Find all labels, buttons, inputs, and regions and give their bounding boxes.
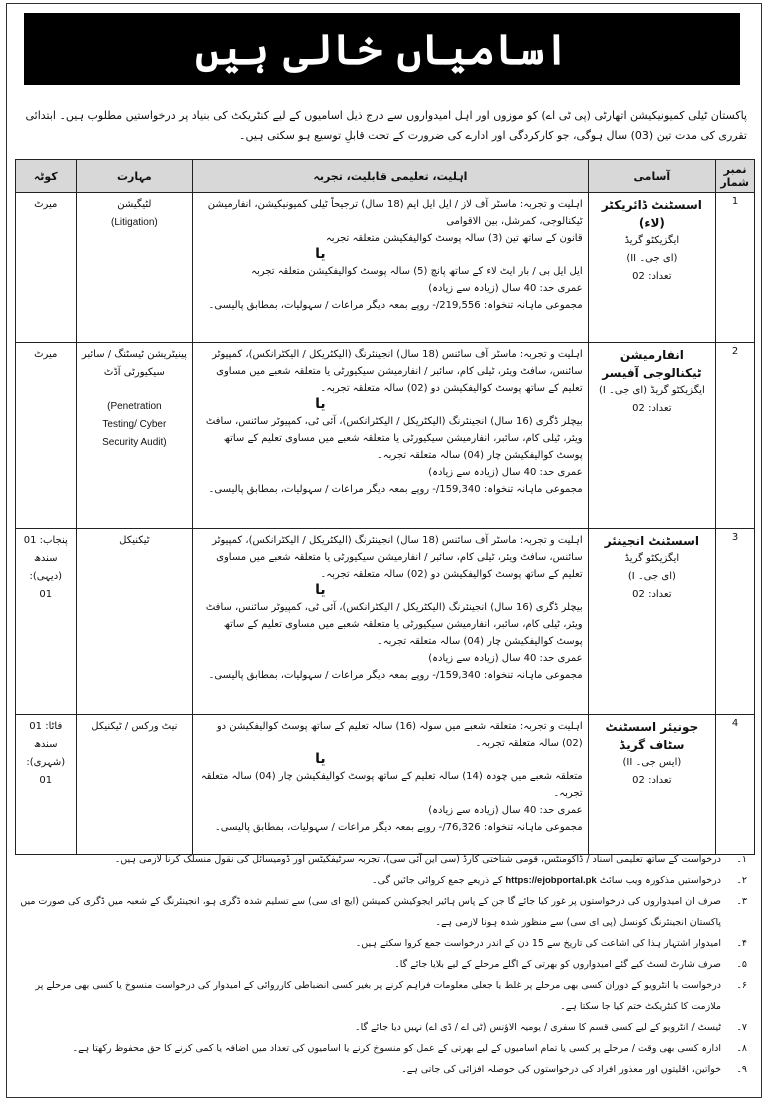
post-cell — [588, 193, 715, 343]
row-number: 3 — [716, 529, 755, 715]
qualification-cell — [193, 529, 588, 715]
post-grade: ایگزیکٹو گریڈ — [624, 553, 680, 564]
quota-line: فاٹا: 01 — [29, 721, 63, 732]
item-text: خواتین، اقلیتوں اور معذور افراد کی درخواستوں کی حوصلہ افزائی کی جاتی ہے۔ — [401, 1064, 721, 1075]
item-text-part: کے ذریعے جمع کروائی جائیں گی۔ — [372, 875, 503, 886]
title-banner — [25, 14, 739, 84]
or-marker: یا — [315, 396, 326, 412]
item-text: امیدوار اشتہار ہذا کی اشاعت کی تاریخ سے 15 دن کے اندر درخواست جمع کروا سکتے ہیں۔ — [355, 938, 721, 949]
item-number: ۲۔ — [736, 875, 747, 886]
item-number: ۸۔ — [736, 1043, 747, 1054]
qualification-line: ایل ایل بی / بار ایٹ لاء کے ساتھ پانچ (5) سالہ پوسٹ کوالیفکیشن متعلقہ تجربہ — [251, 266, 583, 277]
item-number: ۱۔ — [736, 854, 747, 865]
post-cell — [588, 343, 715, 529]
post-title: انفارمیشن ٹیکنالوجی آفیسر — [602, 348, 702, 380]
item-text-part: درخواستیں مذکورہ ویب سائٹ — [599, 875, 721, 886]
salary: مجموعی ماہانہ تنخواہ: 159,340/- روپے بمعہ دیگر مراعات / سہولیات، بمطابق پالیسی۔ — [208, 484, 583, 495]
item-number: ۴۔ — [736, 938, 747, 949]
age-limit: عمری حد: 40 سال (زیادہ سے زیادہ) — [428, 653, 583, 664]
quota-line: سندھ (شہری): — [26, 739, 66, 768]
qualification-line: بیچلر ڈگری (16 سال) انجینئرنگ (الیکٹریکل / الیکٹرانکس)، آئی ٹی، کمپیوٹر سائنس، سافٹ ویئر، ٹیلی کام، سائبر، انفارمیشن سیکیورٹی یا متعلقہ شعبے میں مساوی تعلیم کے ساتھ پوسٹ کوالیفکیشن چار (04) سالہ متعلقہ تجربہ۔ — [205, 416, 583, 461]
item-number: ۹۔ — [736, 1064, 747, 1075]
qualification-cell — [193, 715, 588, 855]
ejobportal-link[interactable]: https://ejobportal.pk — [505, 875, 597, 886]
row-number: 2 — [716, 343, 755, 529]
table-header-row — [16, 160, 755, 193]
post-title: جونیئر اسسٹنٹ — [605, 720, 699, 734]
instructions-list — [17, 849, 747, 1080]
item-number: ۳۔ — [736, 896, 747, 907]
header-post: آسامی — [588, 160, 715, 193]
list-item — [17, 1059, 747, 1080]
skill-urdu: لٹیگیشن — [117, 199, 152, 210]
list-item — [17, 870, 747, 891]
row-number: 4 — [716, 715, 755, 855]
item-text: درخواست کے ساتھ تعلیمی اسناد / ڈاکومنٹس، قومی شناختی کارڈ (سی این آئی سی)، تجربہ سرٹیفکیٹس اور ڈومیسائل کی نقول منسلک کرنا لازمی ہیں۔ — [114, 854, 721, 865]
post-cell — [588, 715, 715, 855]
post-scale: (ایس جی۔ II) — [622, 757, 682, 768]
qualification-line: بیچلر ڈگری (16 سال) انجینئرنگ (الیکٹریکل / الیکٹرانکس)، آئی ٹی، کمپیوٹر سائنس، سافٹ ویئر، ٹیلی کام، سائبر، انفارمیشن سیکیورٹی یا متعلقہ شعبے میں مساوی تعلیم کے ساتھ پوسٹ کوالیفکیشن چار (04) سالہ متعلقہ تجربہ۔ — [205, 602, 583, 647]
post-title: اسسٹنٹ ڈائریکٹر (لاء) — [601, 198, 702, 230]
or-marker: یا — [315, 751, 326, 767]
header-quota: کوٹہ — [16, 160, 77, 193]
qualification-cell — [193, 193, 588, 343]
or-marker: یا — [315, 582, 326, 598]
skill-cell: نیٹ ورکس / ٹیکنیکل — [76, 715, 193, 855]
list-item — [17, 975, 747, 1017]
skill-english: (Penetration — [107, 401, 162, 412]
item-text: ٹیسٹ / انٹرویو کے لیے کسی قسم کا سفری / یومیہ الاؤنس (ٹی اے / ڈی اے) نہیں دیا جائے گا۔ — [355, 1022, 721, 1033]
quota-cell — [16, 715, 77, 855]
table-row — [16, 343, 755, 529]
age-limit: عمری حد: 40 سال (زیادہ سے زیادہ) — [428, 805, 583, 816]
item-number: ۵۔ — [736, 959, 747, 970]
post-grade: سٹاف گریڈ — [619, 738, 685, 752]
post-scale: (ای جی۔ II) — [626, 253, 678, 264]
quota-cell: میرٹ — [16, 343, 77, 529]
list-item — [17, 933, 747, 954]
item-text — [17, 870, 721, 891]
quota-line: 01 — [39, 775, 53, 786]
item-text: صرف ان امیدواروں کی درخواستوں پر غور کیا جائے گا جن کے پاس ہائیر ایجوکیشن کمیشن (ایچ ای سی) سے تسلیم شدہ ڈگری ہو، انجینئرنگ کے شعبہ میں ڈگری کی صورت میں پاکستان انجینئرنگ کونسل (پی ای سی) سے منظور شدہ ہونا لازمی ہے۔ — [20, 896, 721, 928]
qualification-line: متعلقہ شعبے میں چودہ (14) سالہ تعلیم کے ساتھ پوسٹ کوالیفکیشن چار (04) سالہ متعلقہ تجربہ۔ — [200, 771, 583, 799]
post-scale: (ای جی۔ I) — [627, 571, 676, 582]
list-item — [17, 891, 747, 933]
table-row — [16, 193, 755, 343]
list-item — [17, 954, 747, 975]
post-title: اسسٹنٹ انجینئر — [604, 534, 699, 548]
quota-line: پنجاب: 01 — [23, 535, 68, 546]
table-row — [16, 529, 755, 715]
qualification-line: اہلیت و تجربہ: ماسٹر آف سائنس (18 سال) انجینئرنگ (الیکٹریکل / الیکٹرانکس)، کمپیوٹر سائنس، سافٹ ویئر، ٹیلی کام، سائبر / انفارمیشن سیکیورٹی یا متعلقہ شعبے میں مساوی تعلیم کے ساتھ پوسٹ کوالیفکیشن دو (02) سالہ متعلقہ تجربہ۔ — [212, 535, 583, 580]
item-number: ۷۔ — [736, 1022, 747, 1033]
quota-line: 01 — [39, 589, 53, 600]
post-cell — [588, 529, 715, 715]
age-limit: عمری حد: 40 سال (زیادہ سے زیادہ) — [428, 283, 583, 294]
header-qualification: اہلیت، تعلیمی قابلیت، تجربہ — [193, 160, 588, 193]
qualification-line: قانون کے ساتھ تین (3) سالہ پوسٹ کوالیفکیشن متعلقہ تجربہ — [325, 233, 583, 244]
skill-cell — [76, 343, 193, 529]
qualification-line: اہلیت و تجربہ: متعلقہ شعبے میں سولہ (16) سالہ تعلیم کے ساتھ پوسٹ کوالیفکیشن دو (02) سالہ متعلقہ تجربہ۔ — [216, 721, 583, 749]
qualification-line: اہلیت و تجربہ: ماسٹر آف لاز / ایل ایل ایم (18 سال) ترجیحاً ٹیلی کمیونیکیشن، انفارمیشن ٹیکنالوجی، کمرشل، بین الاقوامی — [207, 199, 583, 227]
table-row — [16, 715, 755, 855]
header-serial-no: نمبر شمار — [716, 160, 755, 193]
item-text: درخواست یا انٹرویو کے دوران کسی بھی مرحلے پر غلط یا جعلی معلومات فراہم کرنے پر بغیر کسی انضباطی کارروائی کے امیدوار کی درخواست منسوخ یا کسی بھی مرحلے پر ملازمت کا کنٹریکٹ ختم کیا جا سکتا ہے۔ — [35, 980, 721, 1012]
intro-paragraph: پاکستان ٹیلی کمیونیکیشن اتھارٹی (پی ٹی اے) کو موزوں اور اہل امیدواروں سے درج ذیل اسامیوں کے لیے کنٹریکٹ کی بنیاد پر درخواستیں مطلوب ہیں۔ ابتدائی تقرری کی مدت تین (03) سال ہوگی، جو کارکردگی اور ادارے کی ضرورت کے تحت قابلِ توسیع ہو سکتی ہیں۔ — [25, 109, 747, 142]
qualification-line: اہلیت و تجربہ: ماسٹر آف سائنس (18 سال) انجینئرنگ (الیکٹریکل / الیکٹرانکس)، کمپیوٹر سائنس، سافٹ ویئر، ٹیلی کام، سائبر / انفارمیشن سیکیورٹی یا متعلقہ شعبے میں مساوی تعلیم کے ساتھ پوسٹ کوالیفکیشن دو (02) سالہ متعلقہ تجربہ۔ — [212, 349, 583, 394]
skill-english: Testing/ Cyber — [102, 419, 167, 430]
qualification-cell — [193, 343, 588, 529]
post-count: تعداد: 02 — [632, 775, 672, 786]
quota-line: سندھ (دیہی): — [29, 553, 63, 582]
quota-cell: میرٹ — [16, 193, 77, 343]
salary: مجموعی ماہانہ تنخواہ: 219,556/- روپے بمعہ دیگر مراعات / سہولیات، بمطابق پالیسی۔ — [208, 300, 583, 311]
vacancies-table — [15, 159, 755, 855]
post-count: تعداد: 02 — [632, 403, 672, 414]
post-count: تعداد: 02 — [632, 589, 672, 600]
skill-cell: ٹیکنیکل — [76, 529, 193, 715]
job-advertisement — [6, 3, 762, 1098]
skill-english: Security Audit) — [102, 437, 167, 448]
post-count: تعداد: 02 — [632, 271, 672, 282]
post-grade: ایگزیکٹو گریڈ (ای جی۔ I) — [598, 385, 705, 396]
header-skill: مہارت — [76, 160, 193, 193]
skill-urdu: پینیٹریشن ٹیسٹنگ / سائبر سیکیورٹی آڈٹ — [81, 349, 187, 378]
row-number: 1 — [716, 193, 755, 343]
item-text: ادارہ کسی بھی وقت / مرحلے پر کسی یا تمام اسامیوں کے لیے بھرتی کے عمل کو منسوخ کرنے یا اسامیوں کی تعداد میں اضافہ یا کمی کرنے کا حق محفوظ رکھتا ہے۔ — [72, 1043, 721, 1054]
banner-title: اسامیاں خالی ہیں — [195, 24, 569, 74]
age-limit: عمری حد: 40 سال (زیادہ سے زیادہ) — [428, 467, 583, 478]
item-text: صرف شارٹ لسٹ کیے گئے امیدواروں کو بھرتی کے اگلے مرحلے کے لیے بلایا جائے گا۔ — [394, 959, 721, 970]
or-marker: یا — [315, 246, 326, 262]
list-item — [17, 849, 747, 870]
skill-english: (Litigation) — [111, 217, 158, 228]
salary: مجموعی ماہانہ تنخواہ: 159,340/- روپے بمعہ دیگر مراعات / سہولیات، بمطابق پالیسی۔ — [208, 670, 583, 681]
skill-cell — [76, 193, 193, 343]
list-item — [17, 1017, 747, 1038]
item-number: ۶۔ — [736, 980, 747, 991]
list-item — [17, 1038, 747, 1059]
post-grade: ایگزیکٹو گریڈ — [624, 235, 680, 246]
salary: مجموعی ماہانہ تنخواہ: 76,326/- روپے بمعہ دیگر مراعات / سہولیات، بمطابق پالیسی۔ — [214, 822, 583, 833]
quota-cell — [16, 529, 77, 715]
